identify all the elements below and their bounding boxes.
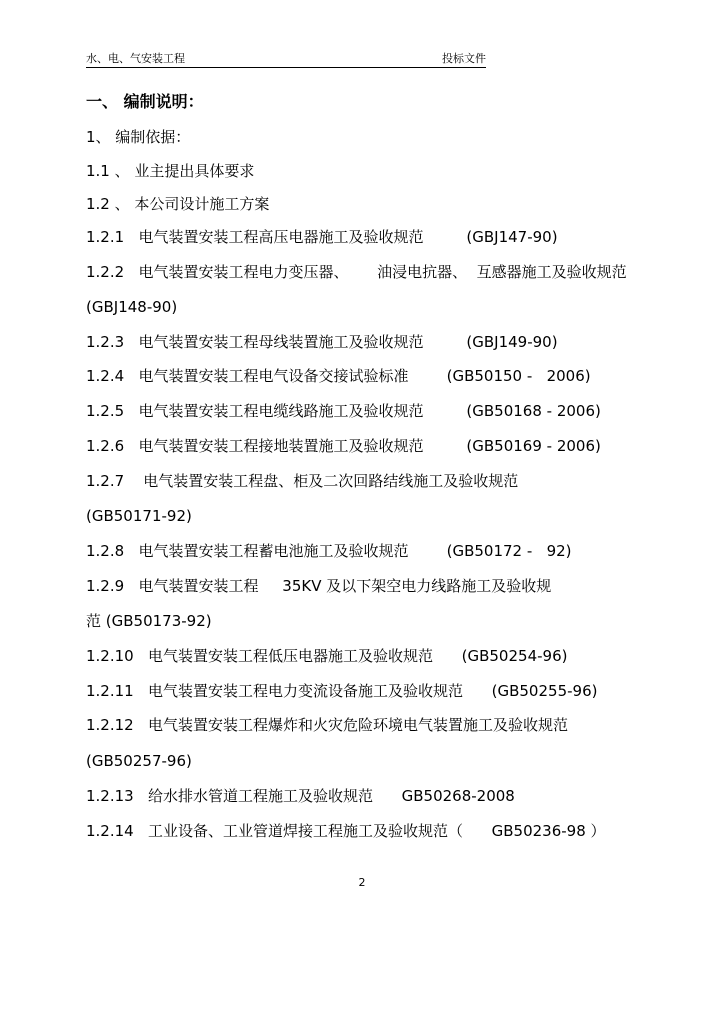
- header-document-type: 投标文件: [442, 52, 486, 65]
- list-item: 1.2.8 电气装置安装工程蓄电池施工及验收规范 (GB50172 - 92): [86, 542, 572, 560]
- list-item-continuation: (GB50171-92): [86, 507, 192, 525]
- list-item: 1.2.10 电气装置安装工程低压电器施工及验收规范 (GB50254-96): [86, 647, 568, 665]
- header-project-title: 水、电、气安装工程: [86, 52, 185, 65]
- page-number: 2: [358, 876, 366, 889]
- list-item-continuation: (GBJ148-90): [86, 298, 178, 316]
- header-divider: [86, 67, 486, 68]
- list-item: 1.2.6 电气装置安装工程接地装置施工及验收规范 (GB50169 - 2006): [86, 437, 601, 455]
- list-item: 1.2.13 给水排水管道工程施工及验收规范 GB50268-2008: [86, 787, 515, 805]
- list-item: 1.2.11 电气装置安装工程电力变流设备施工及验收规范 (GB50255-96): [86, 682, 598, 700]
- list-item: 1.2.9 电气装置安装工程 35KV 及以下架空电力线路施工及验收规: [86, 577, 552, 595]
- list-item: 1.2.1 电气装置安装工程高压电器施工及验收规范 (GBJ147-90): [86, 228, 558, 246]
- list-item: 1.2.5 电气装置安装工程电缆线路施工及验收规范 (GB50168 - 2006): [86, 402, 601, 420]
- list-item: 1.1 、 业主提出具体要求: [86, 162, 255, 180]
- list-item: 1.2.14 工业设备、工业管道焊接工程施工及验收规范（ GB50236-98 ）: [86, 822, 606, 840]
- list-item: 1.2.7 电气装置安装工程盘、柜及二次回路结线施工及验收规范: [86, 472, 519, 490]
- list-item: 1.2 、 本公司设计施工方案: [86, 195, 270, 213]
- list-item-continuation: 范 (GB50173-92): [86, 612, 212, 630]
- list-item: 1.2.2 电气装置安装工程电力变压器、 油浸电抗器、 互感器施工及验收规范: [86, 263, 627, 281]
- list-item: 1.2.3 电气装置安装工程母线装置施工及验收规范 (GBJ149-90): [86, 333, 558, 351]
- list-item-continuation: (GB50257-96): [86, 752, 192, 770]
- subsection-basis: 1、 编制依据：: [86, 128, 191, 146]
- list-item: 1.2.12 电气装置安装工程爆炸和火灾危险环境电气装置施工及验收规范: [86, 716, 569, 734]
- section-heading: 一、 编制说明：: [86, 92, 204, 111]
- list-item: 1.2.4 电气装置安装工程电气设备交接试验标准 (GB50150 - 2006): [86, 367, 591, 385]
